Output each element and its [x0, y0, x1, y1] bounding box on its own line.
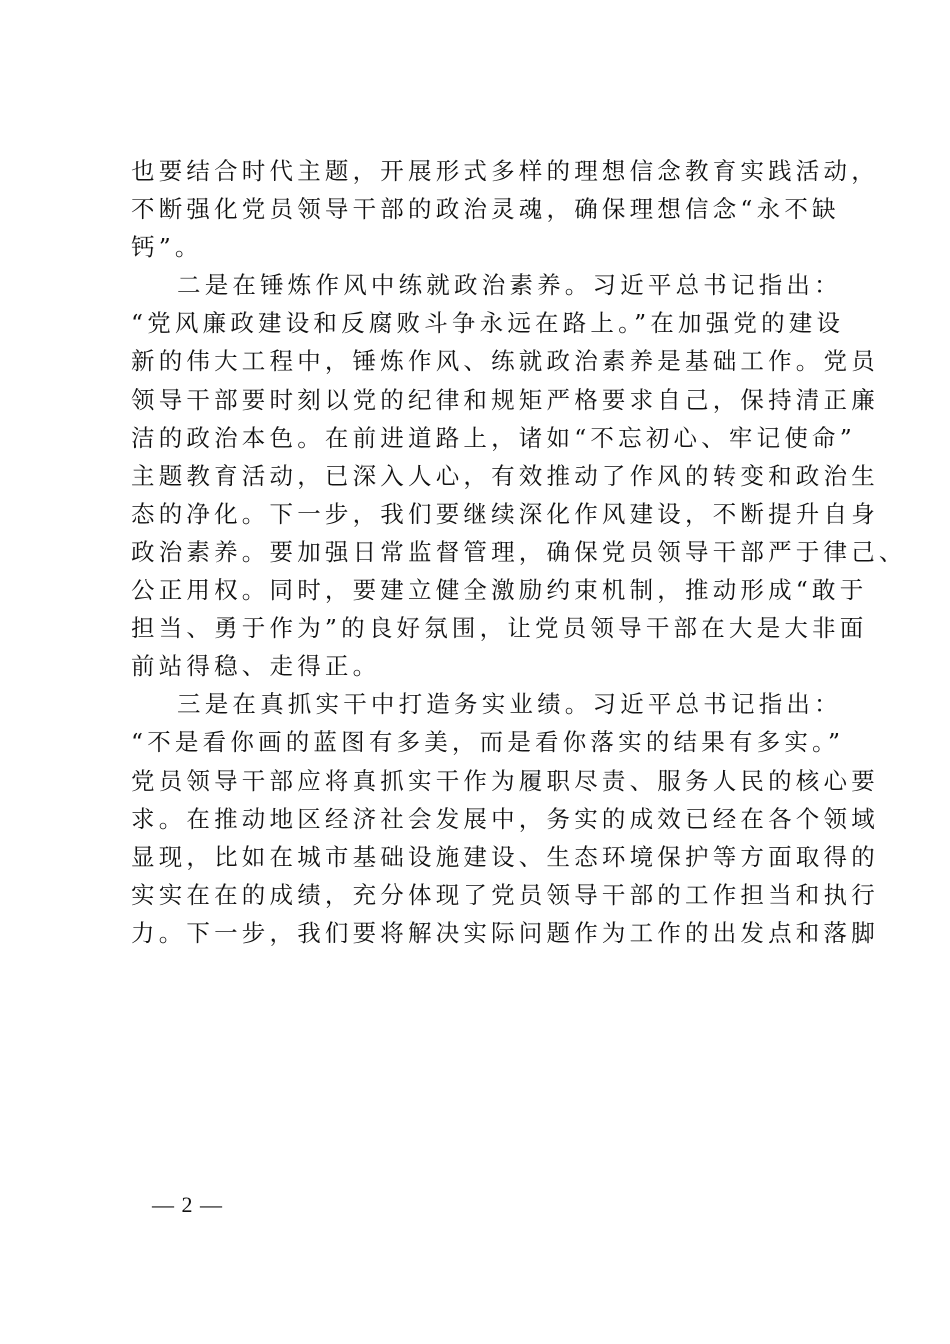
text-line: “党风廉政建设和反腐败斗争永远在路上。”在加强党的建设 — [131, 309, 845, 338]
body-text — [131, 152, 907, 952]
text-line: 担当、勇于作为”的良好氛围，让党员领导干部在大是大非面 — [131, 614, 868, 643]
text-line: 公正用权。同时，要建立健全激励约束机制，推动形成“敢于 — [131, 576, 868, 605]
page-number: — 2 — — [152, 1192, 223, 1217]
text-line: 也要结合时代主题，开展形式多样的理想信念教育实践活动， — [131, 157, 879, 185]
text-line: 政治素养。要加强日常监督管理，确保党员领导干部严于律己、 — [131, 537, 907, 566]
text-line: 新的伟大工程中，锤炼作风、练就政治素养是基础工作。党员 — [131, 347, 879, 376]
text-line: 态的净化。下一步，我们要继续深化作风建设，不断提升自身 — [131, 499, 879, 528]
paragraph-start-line: 二是在锤炼作风中练就政治素养。习近平总书记指出： — [177, 271, 842, 300]
text-line: 不断强化党员领导干部的政治灵魂，确保理想信念“永不缺 — [131, 195, 840, 224]
text-line: “不是看你画的蓝图有多美，而是看你落实的结果有多实。” — [131, 728, 845, 757]
text-line: 主题教育活动，已深入人心，有效推动了作风的转变和政治生 — [131, 461, 879, 490]
text-line: 求。在推动地区经济社会发展中，务实的成效已经在各个领域 — [131, 804, 879, 833]
text-line: 党员领导干部应将真抓实干作为履职尽责、服务人民的核心要 — [131, 766, 879, 795]
text-line: 洁的政治本色。在前进道路上，诸如“不忘初心、牢记使命” — [131, 423, 856, 452]
text-line: 前站得稳、走得正。 — [131, 652, 381, 681]
text-line: 领导干部要时刻以党的纪律和规矩严格要求自己，保持清正廉 — [131, 385, 879, 414]
text-line: 钙”。 — [131, 233, 203, 262]
text-line: 力。下一步，我们要将解决实际问题作为工作的出发点和落脚 — [131, 918, 879, 947]
paragraph-start-line: 三是在真抓实干中打造务实业绩。习近平总书记指出： — [177, 690, 842, 719]
text-line: 实实在在的成绩，充分体现了党员领导干部的工作担当和执行 — [131, 880, 879, 909]
text-line: 显现，比如在城市基础设施建设、生态环境保护等方面取得的 — [131, 842, 879, 871]
